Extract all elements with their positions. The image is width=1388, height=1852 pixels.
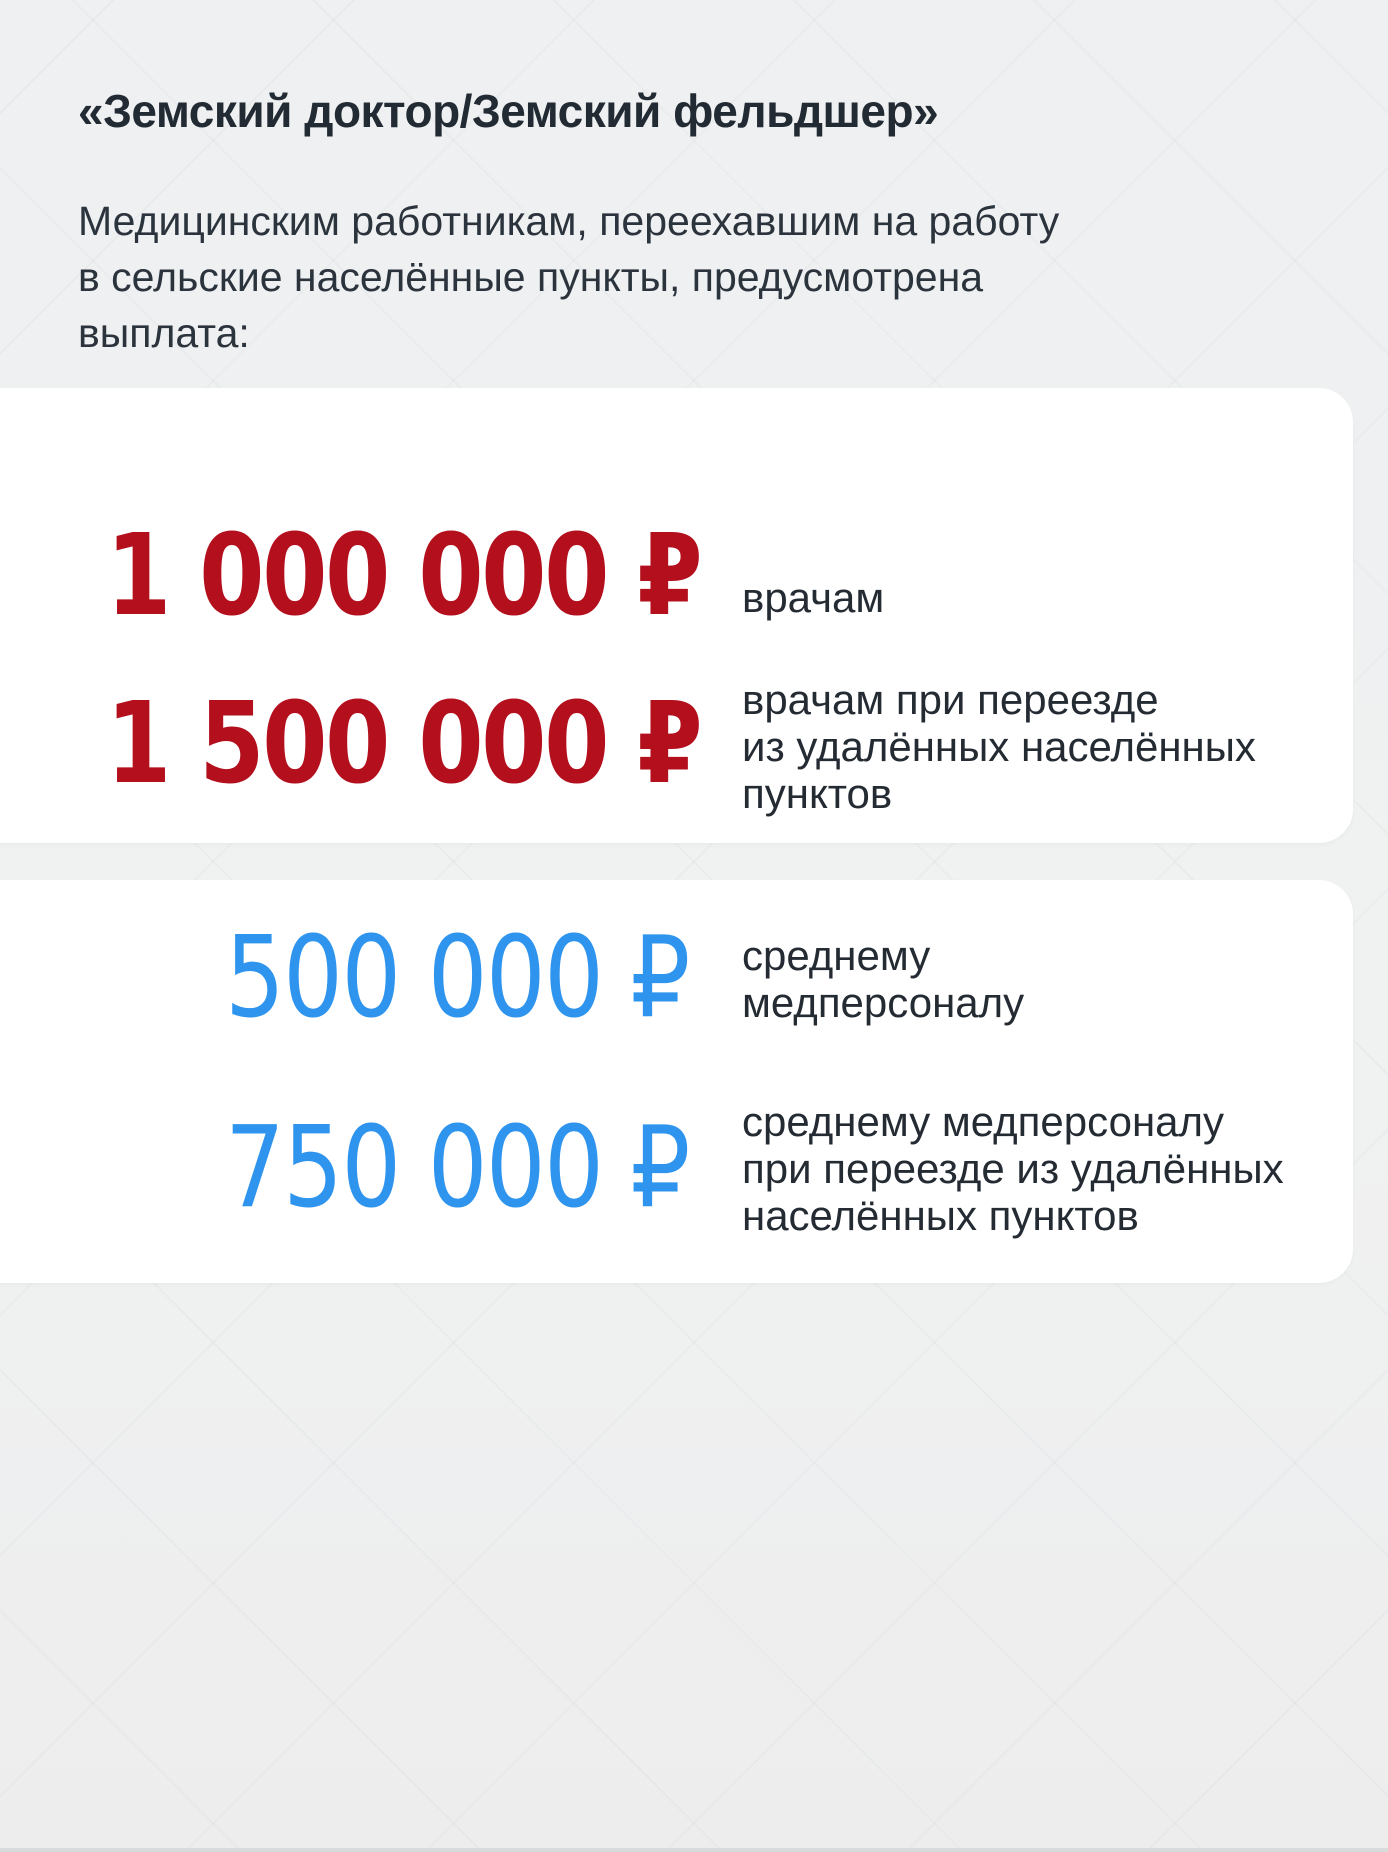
amount-nurses: 500 000 ₽ [225, 913, 689, 1043]
label-line: при переезде из удалённых [742, 1145, 1284, 1192]
label-line: среднему [742, 932, 931, 979]
bottom-edge-divider [0, 1848, 1388, 1852]
label-line: населённых пунктов [742, 1192, 1139, 1239]
recipient-label-nurses-relocation [742, 1098, 1284, 1239]
label-line: среднему медперсоналу [742, 1098, 1225, 1145]
amount-doctors-relocation: 1 500 000 ₽ [106, 679, 701, 809]
amount-doctors: 1 000 000 ₽ [106, 511, 701, 641]
recipient-label-doctors-relocation [742, 676, 1256, 817]
label-line: пунктов [742, 770, 893, 817]
recipient-label-nurses [742, 932, 1024, 1026]
recipient-label-doctors [742, 574, 884, 621]
label-line: медперсоналу [742, 979, 1025, 1026]
intro-line: Медицинским работникам, переехавшим на работу [78, 198, 1060, 244]
intro-line: выплата: [78, 310, 250, 356]
intro-paragraph [78, 193, 1059, 361]
label-line: из удалённых населённых [742, 723, 1256, 770]
intro-line: в сельские населённые пункты, предусмотрена [78, 254, 984, 300]
label-line: врачам [742, 574, 885, 621]
label-line: врачам при переезде [742, 676, 1159, 723]
amount-nurses-relocation: 750 000 ₽ [225, 1103, 689, 1233]
program-title: «Земский доктор/Земский фельдшер» [78, 85, 939, 137]
